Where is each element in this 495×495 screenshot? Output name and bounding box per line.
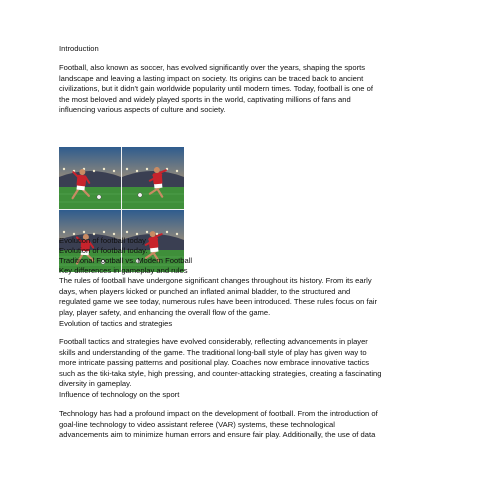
stadium-light	[176, 233, 178, 235]
list-line-1: Evolution of football today	[59, 236, 146, 245]
stadium-light	[63, 231, 65, 233]
football-photo-1	[59, 147, 121, 209]
technology-paragraph: Technology has had a profound impact on the development of football. From the introduction of goal-line technology to video assistant referee (VAR) systems, these technological advancements aim to minimize human errors and ensure fair play. Additionally, the use of data	[59, 409, 378, 440]
tactics-paragraph: Football tactics and strategies have evolved considerably, reflecting advancements in player skills and understanding of the game. The traditional long-ball style of play has given way to more intricate passing patterns and positional play. Coaches now embrace innovative tactics such as the tiki-taka style, high pressing, and counter-attacking strategies, creating a fascinating diversity in gameplay.	[59, 337, 382, 389]
stadium-light	[146, 231, 148, 233]
list-line-2: Evolution of football today.	[59, 246, 148, 255]
stadium-light	[113, 170, 115, 172]
stadium-light	[103, 231, 105, 233]
stadium-light	[136, 233, 138, 235]
football-photo-2-art	[122, 147, 184, 209]
football-photo-2	[122, 147, 184, 209]
intro-paragraph: Football, also known as soccer, has evolved significantly over the years, shaping the sports landscape and leaving a lasting impact on society. Its origins can be traced back to ancient civilizations, but it didn't gain worldwide popularity until modern times. Today, football is one of the most beloved and widely played sports in the world, captivating millions of fans and influencing various aspects of culture and society.	[59, 63, 373, 115]
stadium-light	[63, 168, 65, 170]
rules-paragraph: The rules of football have undergone significant changes throughout its history. From its early days, when players kicked or punched an inflated animal bladder, to the structured and regulated game we see today, numerous rules have been introduced. These rules focus on fair play, player safety, and enhancing the overall flow of the game.	[59, 276, 378, 317]
list-line-3: Traditional Football vs. Modern Football	[59, 256, 193, 265]
stadium-light	[93, 170, 95, 172]
football-photo-1-art	[59, 147, 121, 209]
list-line-4: Key differences in gameplay and rules	[59, 266, 188, 275]
tactics-heading: Evolution of tactics and strategies	[59, 319, 173, 328]
stadium-light	[73, 233, 75, 235]
football-ball	[97, 195, 101, 199]
intro-heading: Introduction	[59, 44, 99, 53]
stadium-light	[136, 170, 138, 172]
pitch	[59, 187, 121, 209]
football-ball	[138, 193, 142, 197]
stadium-light	[103, 168, 105, 170]
stadium-light	[126, 168, 128, 170]
stadium-light	[113, 233, 115, 235]
pitch	[122, 187, 184, 209]
stadium-light	[176, 170, 178, 172]
stadium-light	[83, 231, 85, 233]
technology-heading: Influence of technology on the sport	[59, 390, 180, 399]
stadium-light	[166, 231, 168, 233]
stadium-light	[146, 168, 148, 170]
stadium-light	[126, 231, 128, 233]
stadium-light	[93, 233, 95, 235]
